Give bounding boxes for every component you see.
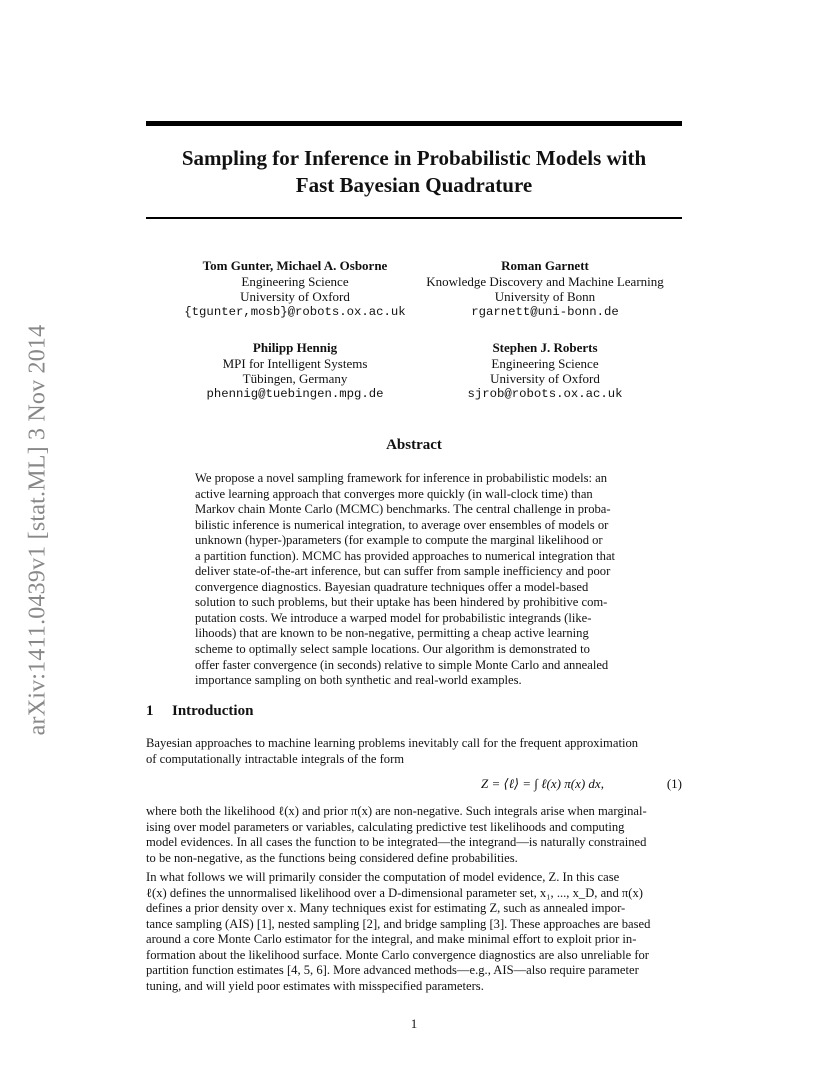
section-heading — [146, 703, 253, 720]
author-dept: Engineering Science — [241, 273, 349, 289]
author-email[interactable]: sjrob@robots.ox.ac.uk — [467, 386, 623, 401]
paragraph-line[interactable]: partition function estimates [4, 5, 6]. More advanced methods—e.g., AIS—also require parameter — [146, 963, 639, 977]
intro-paragraph-2 — [146, 804, 682, 866]
title-line-1: Sampling for Inference in Probabilistic Models with — [181, 146, 647, 170]
paragraph-line: ising over model parameters or variables, calculating predictive test likelihoods and computing — [146, 819, 625, 834]
abstract-line: scheme to optimally select sample locations. Our algorithm is demonstrated to — [195, 642, 590, 657]
intro-paragraph-1 — [146, 736, 682, 767]
equation-1 — [146, 773, 682, 799]
abstract-line: unknown (hyper-)parameters (for example to compute the marginal likelihood or — [195, 533, 603, 548]
author-dept: MPI for Intelligent Systems — [222, 355, 368, 371]
title-top-rule — [146, 121, 682, 126]
paragraph-line: where both the likelihood ℓ(x) and prior π(x) are non-negative. Such integrals arise when marginal- — [146, 804, 647, 818]
title-bottom-rule — [146, 217, 682, 219]
abstract-line: a partition function). MCMC has provided approaches to numerical integration that — [195, 548, 616, 563]
author-name: Tom Gunter, Michael A. Osborne — [202, 258, 388, 273]
paragraph-line: to be non-negative, as the functions being considered define probabilities. — [146, 850, 518, 865]
abstract-heading: Abstract — [386, 437, 442, 453]
author-email[interactable]: rgarnett@uni-bonn.de — [471, 304, 619, 319]
section-number: 1 — [146, 703, 154, 719]
author-name: Stephen J. Roberts — [492, 340, 598, 355]
paragraph-line: ℓ(x) defines the unnormalised likelihood over a D-dimensional parameter set, x₁, ..., x_D, and π(x) — [146, 885, 643, 900]
author-email[interactable]: phennig@tuebingen.mpg.de — [206, 386, 384, 401]
page-number: 1 — [410, 1016, 418, 1031]
equation-number: (1) — [666, 776, 682, 791]
author-block-4 — [400, 340, 690, 402]
paragraph-line: formation about the likelihood surface. Monte Carlo convergence diagnostics are also unreliable for — [146, 947, 649, 962]
abstract-line: putation costs. We introduce a warped model for probabilistic integrands (like- — [195, 610, 592, 625]
paragraph-line: model evidences. In all cases the function to be integrated—the integrand—is naturally constrained — [146, 835, 647, 849]
author-block-1 — [150, 258, 440, 320]
paragraph-line[interactable]: defines a prior density over x. Many techniques exist for estimating Z, such as annealed impor- — [146, 901, 626, 915]
intro-paragraph-3 — [146, 870, 682, 994]
author-block-3 — [150, 340, 440, 402]
equation-body: Z = ⟨ℓ⟩ = ∫ ℓ(x) π(x) dx, — [481, 776, 604, 791]
title-line-2: Fast Bayesian Quadrature — [295, 173, 533, 197]
abstract-line: active learning approach that converges more quickly (in wall-clock time) than — [195, 486, 593, 501]
section-title: Introduction — [172, 703, 254, 719]
author-name: Philipp Hennig — [252, 340, 338, 355]
abstract-line: importance sampling on both synthetic and real-world examples. — [195, 673, 522, 688]
author-block-2 — [400, 258, 690, 320]
paragraph-line[interactable]: tance sampling (AIS) [1], nested sampling [2], and bridge sampling [3]. These approaches are based — [146, 916, 651, 931]
abstract-line: We propose a novel sampling framework for inference in probabilistic models: an — [195, 471, 608, 485]
paragraph-line: around a core Monte Carlo estimator for the integral, and make minimal effort to exploit prior in- — [146, 932, 637, 946]
abstract-line: offer faster convergence (in seconds) relative to simple Monte Carlo and annealed — [195, 657, 609, 672]
abstract-line: solution to such problems, but their uptake has been hindered by prohibitive com- — [195, 595, 608, 610]
author-email[interactable]: {tgunter,mosb}@robots.ox.ac.uk — [184, 304, 406, 319]
author-inst: University of Oxford — [240, 289, 350, 304]
paragraph-line: tuning, and will yield poor estimates with misspecified parameters. — [146, 978, 484, 993]
author-inst: University of Oxford — [490, 371, 600, 386]
arxiv-sidebar-stamp — [18, 300, 58, 760]
author-name: Roman Garnett — [501, 258, 589, 273]
abstract-line: Markov chain Monte Carlo (MCMC) benchmarks. The central challenge in proba- — [195, 502, 611, 517]
abstract-line: lihoods) that are known to be non-negative, permitting a cheap active learning — [195, 626, 589, 641]
abstract-line: convergence diagnostics. Bayesian quadrature techniques offer a model-based — [195, 579, 589, 594]
abstract-line: deliver state-of-the-art inference, but can suffer from sample inefficiency and poor — [195, 564, 611, 579]
paragraph-line: of computationally intractable integrals of the form — [146, 751, 405, 766]
author-inst: Tübingen, Germany — [242, 371, 348, 386]
abstract-body — [195, 471, 634, 689]
abstract-line: bilistic inference is numerical integration, to average over ensembles of models or — [195, 517, 609, 532]
paragraph-line: Bayesian approaches to machine learning problems inevitably call for the frequent approximation — [146, 736, 639, 750]
arxiv-id: arXiv:1411.0439v1 [stat.ML] 3 Nov 2014 — [24, 324, 51, 736]
author-dept: Knowledge Discovery and Machine Learning — [426, 273, 664, 289]
paper-title — [146, 145, 682, 199]
author-inst: University of Bonn — [494, 289, 596, 304]
author-dept: Engineering Science — [491, 355, 599, 371]
paragraph-line: In what follows we will primarily consider the computation of model evidence, Z. In this case — [146, 870, 620, 884]
